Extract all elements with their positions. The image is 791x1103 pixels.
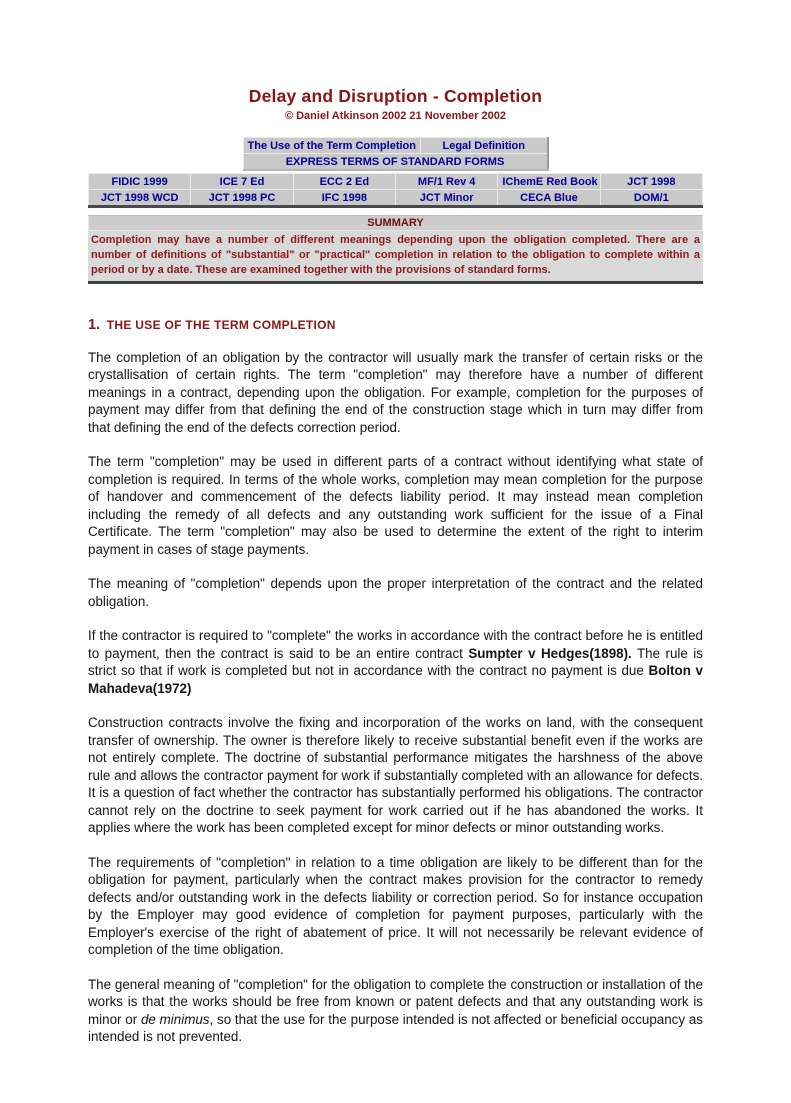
- paragraph-text: The general meaning of "completion" for the obligation to complete the construction or installation of the works is that the works should be free from known or patent defects and that any outstanding work is minor or: [88, 976, 703, 1027]
- paragraph: [88, 627, 703, 697]
- paragraph: [88, 349, 703, 437]
- summary-section: [88, 215, 703, 284]
- nav-link-icheme-red-book[interactable]: IChemE Red Book: [498, 174, 600, 190]
- section-heading: [88, 308, 703, 336]
- nav-banner-express-terms: EXPRESS TERMS OF STANDARD FORMS: [243, 154, 548, 171]
- paragraph: [88, 575, 703, 610]
- paragraph-text: The requirements of "completion" in relation to a time obligation are likely to be different than for the obligation for payment, particularly when the contract makes provision for the contractor to remedy defects and/or outstanding work in the defects liability or correction period. So for instance occupation by the Employer may good evidence of completion for payment purposes, particularly with the Employer's exercise of the right of abatement of price. It will not necessarily be relevant evidence of completion of the time obligation.: [88, 854, 703, 958]
- nav-link-ecc-2-ed[interactable]: ECC 2 Ed: [293, 174, 395, 190]
- section-title: THE USE OF THE TERM COMPLETION: [106, 317, 336, 332]
- section-number: 1.: [88, 316, 101, 333]
- paragraph-text: The term "completion" may be used in different parts of a contract without identifying what state of completion is required. In terms of the whole works, completion may mean completion for the purpose of handover and commencement of the defects liability period. It may instead mean completion including the remedy of all defects and any outstanding work sufficient for the issue of a Final Certificate. The term "completion" may also be used to determine the extent of the right to interim payment in cases of stage payments.: [88, 454, 703, 557]
- nav-link-legal-definition[interactable]: Legal Definition: [420, 138, 547, 154]
- nav-link-jct-1998[interactable]: JCT 1998: [600, 174, 702, 190]
- case-citation: Bolton v Mahadeva(1972): [88, 663, 703, 696]
- byline: © Daniel Atkinson 2002 21 November 2002: [284, 110, 507, 122]
- nav-link-jct-1998-wcd[interactable]: JCT 1998 WCD: [89, 190, 191, 207]
- paragraph-text: The completion of an obligation by the contractor will usually mark the transfer of certain risks or the crystallisation of certain rights. The term "completion" may therefore have a number of different meanings in a contract, depending upon the obligation. For example, completion for the purposes of payment may differ from that defining the end of the construction stage which in turn may differ from that defining the end of the defects correction period.: [88, 349, 703, 435]
- nav-link-jct-minor[interactable]: JCT Minor: [395, 190, 497, 207]
- nav-link-jct-1998-pc[interactable]: JCT 1998 PC: [191, 190, 293, 207]
- page-title: Delay and Disruption - Completion: [248, 86, 543, 106]
- paragraph: [88, 976, 703, 1046]
- paragraph-text: The rule is strict so that if work is completed but not in accordance with the contract no payment is due: [88, 645, 703, 679]
- article-body: [88, 349, 703, 1046]
- paragraph: [88, 854, 703, 959]
- latin-term: de minimus: [140, 1011, 210, 1027]
- paragraph-text: The meaning of "completion" depends upon the proper interpretation of the contract and the related obligation.: [88, 576, 703, 609]
- paragraph-text: If the contractor is required to "complete" the works in accordance with the contract before he is entitled to payment, then the contract is said to be an entire contract: [88, 628, 703, 661]
- nav-link-ceca-blue[interactable]: CECA Blue: [498, 190, 600, 207]
- case-citation: Sumpter v Hedges(1898).: [468, 645, 632, 661]
- nav-link-ice-7-ed[interactable]: ICE 7 Ed: [191, 174, 293, 190]
- nav-link-use-of-term-completion[interactable]: The Use of the Term Completion: [243, 138, 420, 154]
- nav-link-ifc-1998[interactable]: IFC 1998: [293, 190, 395, 207]
- paragraph-text: , so that the use for the purpose intended is not affected or beneficial occupancy as intended is not prevented.: [88, 1011, 703, 1045]
- summary-heading: SUMMARY: [88, 215, 703, 231]
- paragraph-text: Construction contracts involve the fixing and incorporation of the works on land, with the consequent transfer of ownership. The owner is therefore likely to receive substantial benefit even if the works are not entirely complete. The doctrine of substantial performance mitigates the harshness of the above rule and allows the contractor payment for work if substantially completed with an allowance for defects. It is a question of fact whether the contractor has substantially performed his obligations. The contractor cannot rely on the doctrine to seek payment for work carried out if he has abandoned the works. It applies where the work has been completed except for minor defects or minor outstanding works.: [88, 715, 703, 836]
- nav-link-dom1[interactable]: DOM/1: [600, 190, 702, 207]
- standard-forms-nav-table: [88, 173, 703, 208]
- topic-nav-table: [243, 137, 549, 171]
- nav-link-mf1-rev-4[interactable]: MF/1 Rev 4: [395, 174, 497, 190]
- paragraph: [88, 453, 703, 558]
- nav-link-fidic-1999[interactable]: FIDIC 1999: [89, 174, 191, 190]
- paragraph: [88, 714, 703, 837]
- summary-text: Completion may have a number of different meanings depending upon the obligation completed. There are a number of definitions of "substantial" or "practical" completion in relation to the obligation to complete within a period or by a date. These are examined together with the provisions of standard forms.: [88, 231, 703, 284]
